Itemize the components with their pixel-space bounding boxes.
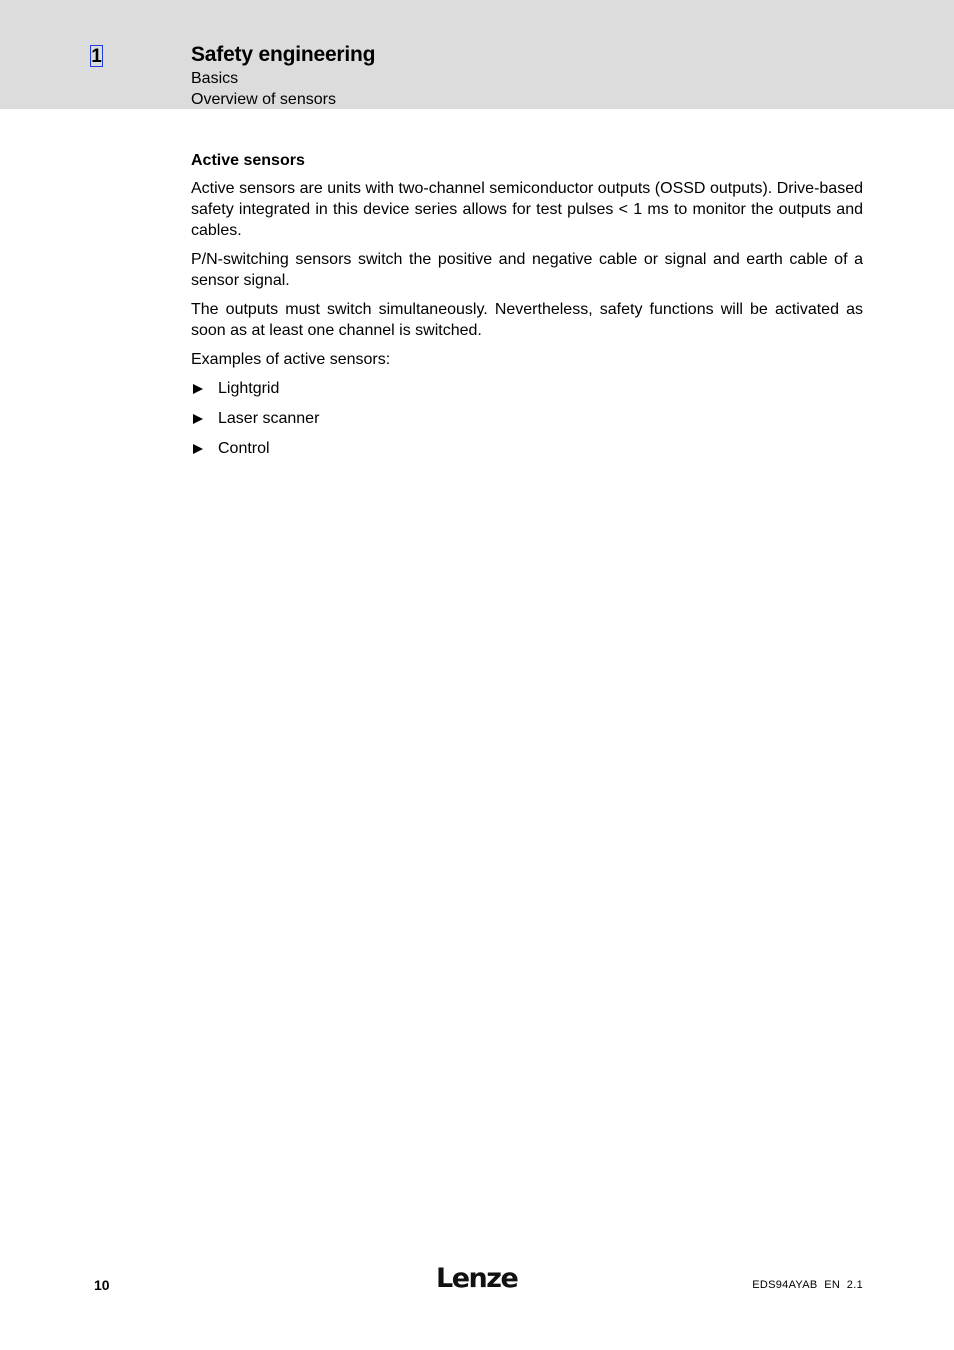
- chapter-title: Safety engineering: [191, 43, 376, 66]
- triangle-bullet-icon: [193, 444, 203, 454]
- lenze-logo: Lenze: [436, 1263, 518, 1294]
- examples-list: [191, 378, 863, 459]
- list-item: [191, 378, 863, 399]
- list-item-label: Control: [218, 440, 270, 457]
- paragraph-simultaneous: The outputs must switch simultaneously. Nevertheless, safety functions will be activated as soon as at least one channel is switched.: [191, 301, 863, 339]
- document-id: EDS94AYAB EN 2.1: [752, 1279, 863, 1291]
- breadcrumb-overview-of-sensors: Overview of sensors: [191, 91, 336, 108]
- list-item: [191, 438, 863, 459]
- section-heading: Active sensors: [191, 152, 305, 169]
- paragraph-pn-switching: P/N-switching sensors switch the positive and negative cable or signal and earth cable of a sensor signal.: [191, 251, 863, 289]
- header-band: [0, 0, 954, 109]
- triangle-bullet-icon: [193, 414, 203, 424]
- triangle-bullet-icon: [193, 384, 203, 394]
- paragraph-examples-intro: Examples of active sensors:: [191, 351, 391, 368]
- main-content: [191, 150, 863, 468]
- list-item-label: Laser scanner: [218, 410, 320, 427]
- page-number: 10: [94, 1277, 110, 1293]
- chapter-number-link[interactable]: 1: [91, 46, 102, 67]
- breadcrumb-basics: Basics: [191, 70, 239, 87]
- list-item-label: Lightgrid: [218, 380, 280, 397]
- list-item: [191, 408, 863, 429]
- paragraph-ossd: Active sensors are units with two-channel semiconductor outputs (OSSD outputs). Drive-based safety integrated in this device series allows for test pulses < 1 ms to monitor the outputs and cables.: [191, 180, 863, 239]
